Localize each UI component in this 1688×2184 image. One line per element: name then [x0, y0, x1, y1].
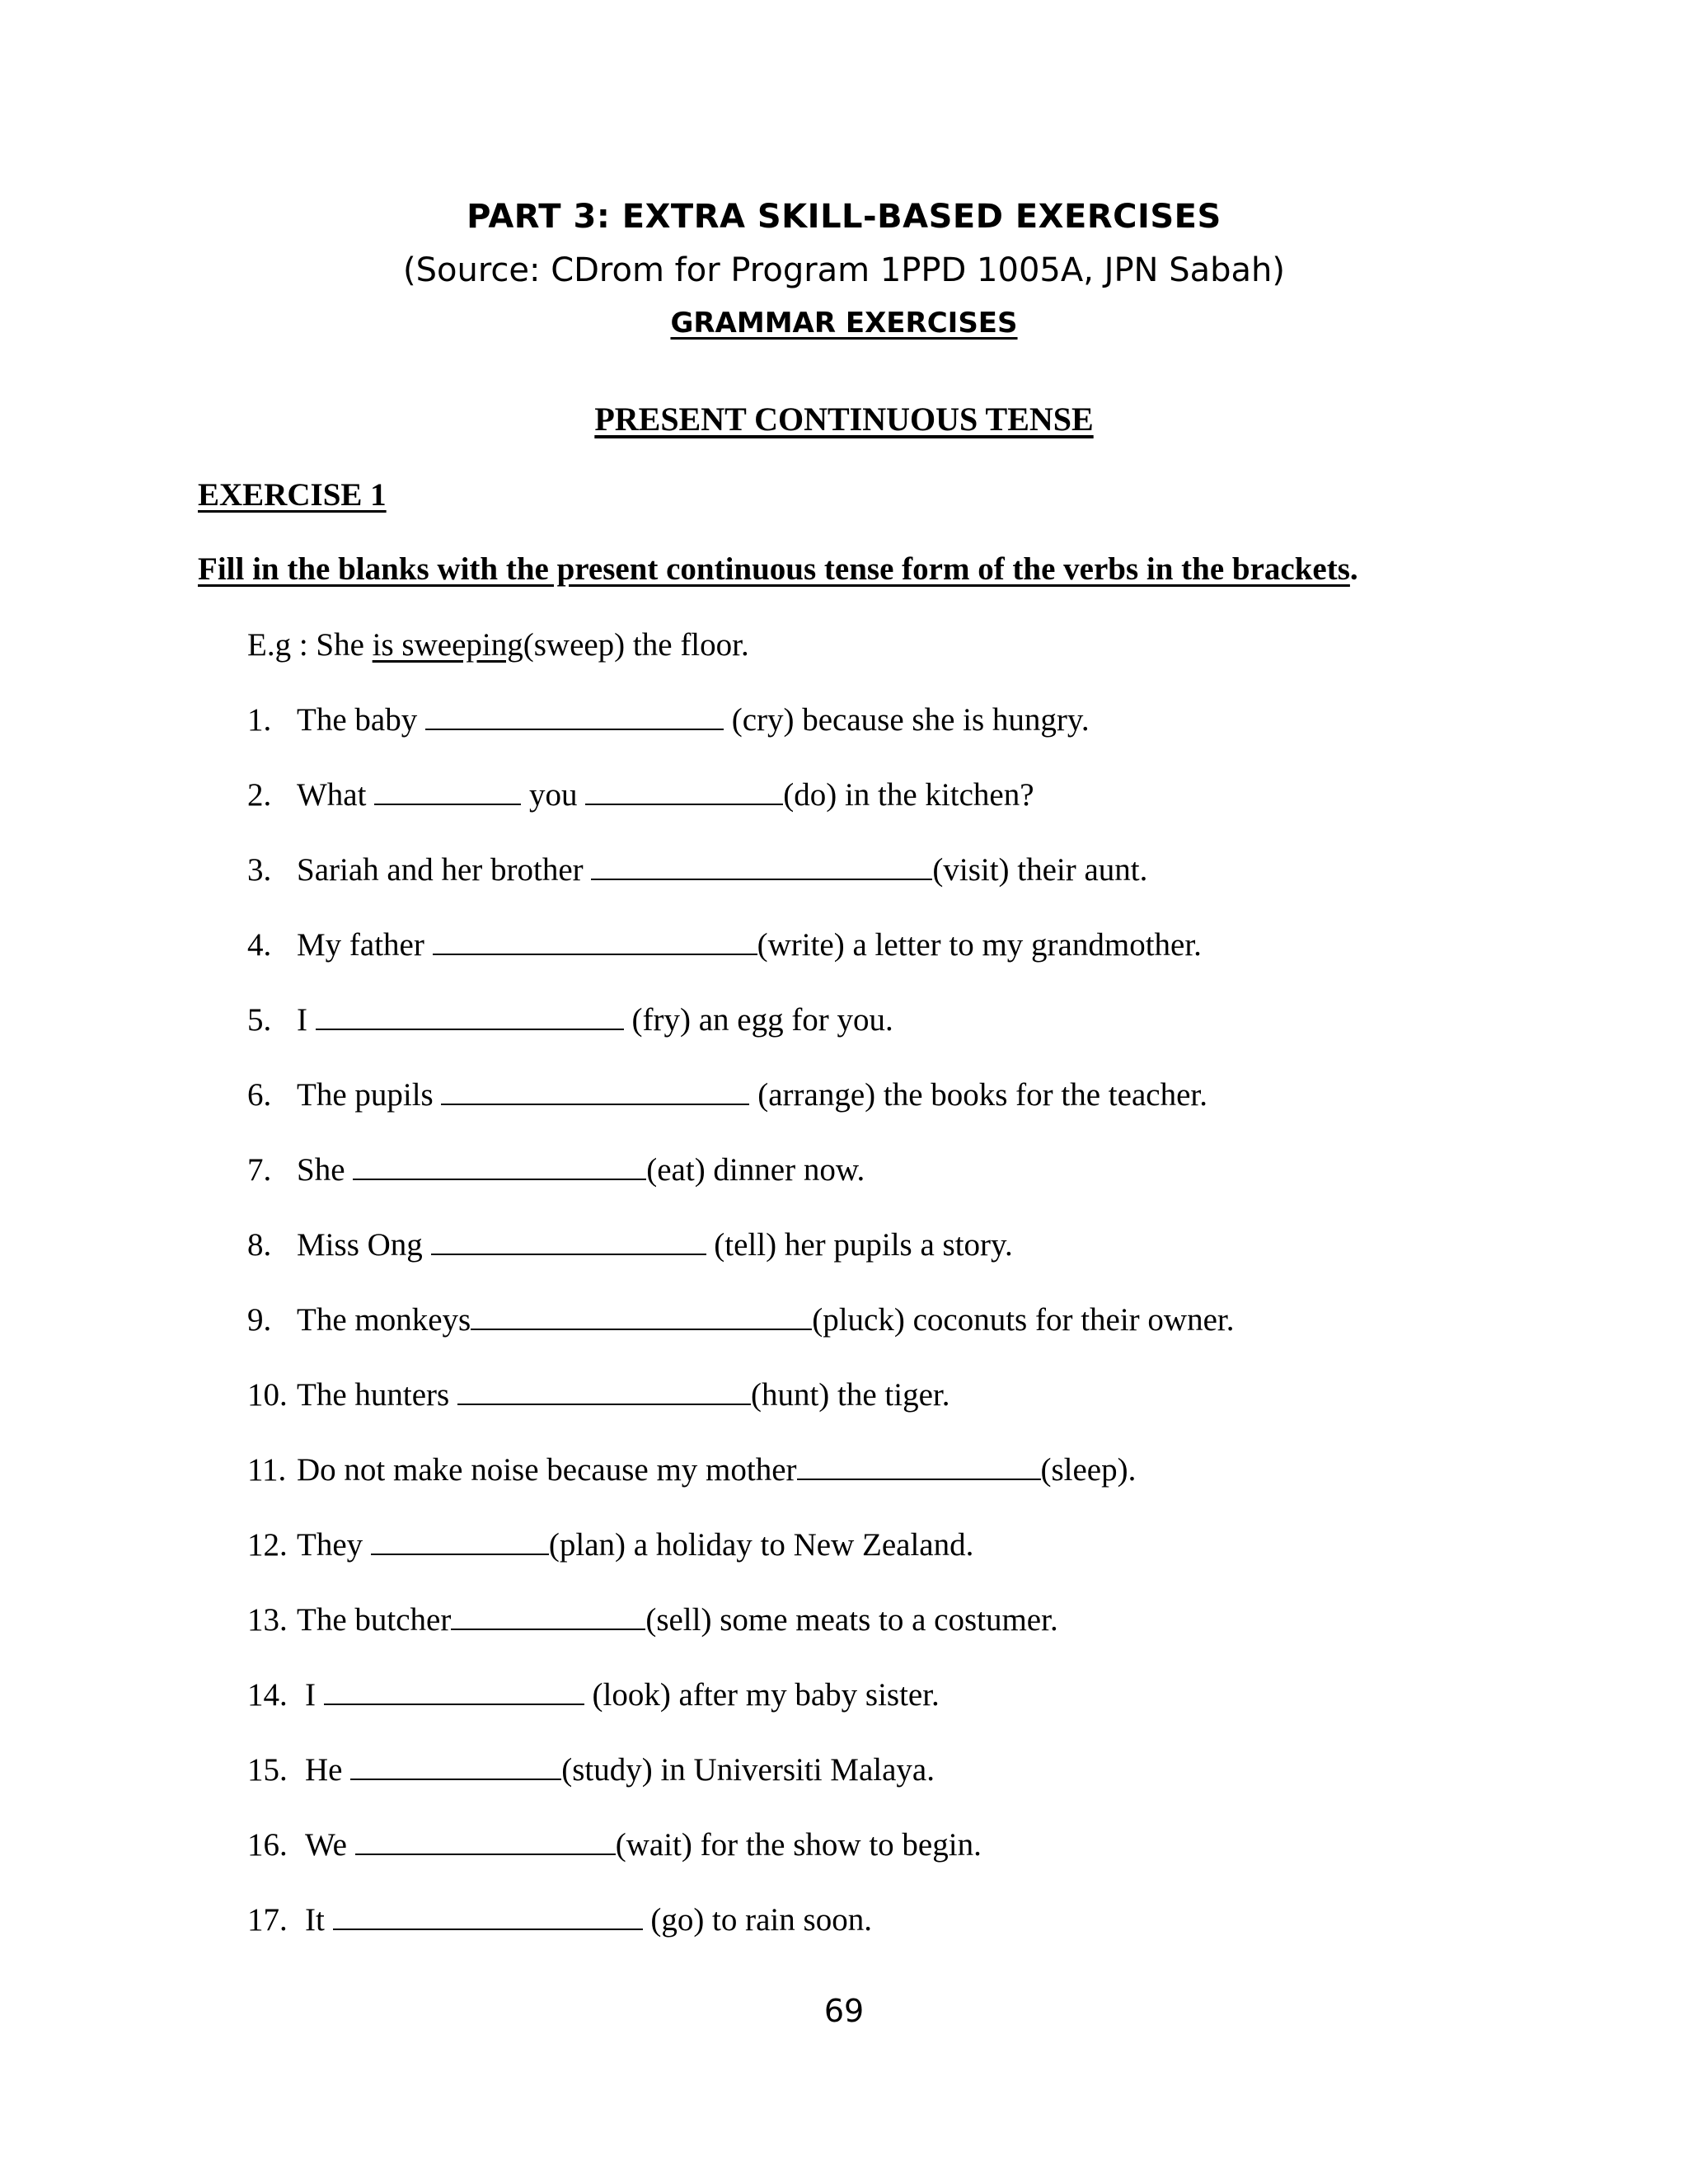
item-text-before: We — [305, 1827, 355, 1863]
item-text-after: (pluck) coconuts for their owner. — [812, 1302, 1235, 1338]
item-text-before: I — [305, 1677, 324, 1713]
item-number: 9. — [247, 1302, 272, 1338]
item-number: 1. — [247, 702, 272, 738]
exercise-item — [247, 926, 1202, 965]
answer-blank[interactable] — [324, 1679, 584, 1705]
exercise-item — [247, 1826, 982, 1865]
answer-blank[interactable] — [441, 1079, 749, 1105]
item-text-after: (sell) some meats to a costumer. — [645, 1602, 1058, 1638]
item-number: 6. — [247, 1077, 272, 1113]
exercise-item — [247, 1001, 893, 1040]
example-answer: is sweeping — [372, 627, 523, 663]
item-number: 17. — [247, 1902, 288, 1938]
item-number: 2. — [247, 777, 272, 813]
item-text-after: (plan) a holiday to New Zealand. — [548, 1527, 974, 1563]
exercise-item — [247, 1676, 940, 1715]
item-text-after: (visit) their aunt. — [932, 852, 1148, 888]
item-text-after: (go) to rain soon. — [642, 1902, 872, 1938]
answer-blank[interactable] — [374, 779, 521, 805]
item-text-before: The baby — [297, 702, 425, 738]
item-text-after: (fry) an egg for you. — [623, 1002, 893, 1038]
answer-blank[interactable] — [457, 1379, 751, 1405]
item-text-after: (sleep). — [1040, 1452, 1137, 1488]
item-text-before: I — [297, 1002, 316, 1038]
part-title: PART 3: EXTRA SKILL-BASED EXERCISES — [467, 198, 1221, 236]
answer-blank[interactable] — [591, 854, 932, 880]
item-text-after: (wait) for the show to begin. — [615, 1827, 982, 1863]
instruction-period: . — [1349, 551, 1358, 587]
answer-blank[interactable] — [333, 1904, 643, 1930]
example-suffix: (sweep) the floor. — [523, 627, 749, 663]
item-number: 8. — [247, 1227, 272, 1263]
answer-blank[interactable] — [471, 1304, 812, 1330]
item-text-before: They — [297, 1527, 371, 1563]
item-number: 13. — [247, 1602, 288, 1638]
exercise-item — [247, 1376, 950, 1415]
item-text-after: (arrange) the books for the teacher. — [749, 1077, 1207, 1113]
item-number: 12. — [247, 1527, 288, 1563]
item-text-before: My father — [297, 927, 433, 963]
grammar-heading: GRAMMAR EXERCISES — [670, 307, 1018, 340]
instruction — [198, 551, 1358, 588]
exercise-item — [247, 1601, 1058, 1640]
item-number: 15. — [247, 1752, 288, 1788]
exercise-item — [247, 1151, 865, 1190]
answer-blank[interactable] — [316, 1004, 624, 1030]
item-text-middle: you — [521, 777, 586, 813]
answer-blank[interactable] — [355, 1829, 616, 1855]
answer-blank[interactable] — [451, 1604, 645, 1630]
item-number: 16. — [247, 1827, 288, 1863]
example-line — [247, 626, 749, 665]
item-text-before: Sariah and her brother — [297, 852, 592, 888]
item-text-before: He — [305, 1752, 351, 1788]
example-prefix: E.g : She — [247, 627, 373, 663]
answer-blank[interactable] — [433, 929, 757, 955]
exercise-item — [247, 1526, 973, 1565]
item-text-before: It — [305, 1902, 333, 1938]
item-text-after: (eat) dinner now. — [646, 1152, 865, 1188]
item-text-before: The butcher — [297, 1602, 452, 1638]
page-number: 69 — [823, 1993, 865, 2029]
exercise-item — [247, 1901, 872, 1940]
answer-blank[interactable] — [585, 779, 783, 805]
answer-blank[interactable] — [350, 1754, 561, 1780]
answer-blank[interactable] — [425, 704, 724, 730]
exercise-item — [247, 851, 1147, 890]
item-text-before: She — [297, 1152, 354, 1188]
item-number: 10. — [247, 1377, 288, 1413]
item-text-before: Do not make noise because my mother — [297, 1452, 797, 1488]
answer-blank[interactable] — [353, 1154, 646, 1180]
exercise-item — [247, 1076, 1207, 1115]
item-text-after: (hunt) the tiger. — [750, 1377, 950, 1413]
item-text-before: Miss Ong — [297, 1227, 431, 1263]
instruction-text: Fill in the blanks with the present continuous tense form of the verbs in the brackets — [198, 551, 1350, 587]
answer-blank[interactable] — [431, 1229, 706, 1255]
item-text-before: The monkeys — [297, 1302, 471, 1338]
item-text-after: (write) a letter to my grandmother. — [757, 927, 1202, 963]
answer-blank[interactable] — [797, 1454, 1041, 1480]
item-number: 3. — [247, 852, 272, 888]
exercise-item — [247, 1226, 1013, 1265]
item-text-after: (study) in Universiti Malaya. — [561, 1752, 935, 1788]
item-text-after: (look) after my baby sister. — [584, 1677, 940, 1713]
item-number: 11. — [247, 1452, 287, 1488]
exercise-item — [247, 1751, 935, 1790]
item-text-after: (do) in the kitchen? — [783, 777, 1034, 813]
item-text-before: The pupils — [297, 1077, 442, 1113]
item-text-after: (tell) her pupils a story. — [706, 1227, 1013, 1263]
item-number: 7. — [247, 1152, 272, 1188]
source-line: (Source: CDrom for Program 1PPD 1005A, JPN Sabah) — [403, 251, 1285, 289]
exercise-label: EXERCISE 1 — [198, 477, 387, 513]
exercise-item — [247, 1451, 1136, 1490]
item-number: 14. — [247, 1677, 288, 1713]
item-text-after: (cry) because she is hungry. — [723, 702, 1090, 738]
item-text-before: The hunters — [297, 1377, 457, 1413]
exercise-item — [247, 1301, 1234, 1340]
answer-blank[interactable] — [371, 1529, 549, 1555]
item-text-before: What — [297, 777, 375, 813]
exercise-item — [247, 701, 1090, 740]
item-number: 5. — [247, 1002, 272, 1038]
item-number: 4. — [247, 927, 272, 963]
exercise-item — [247, 776, 1034, 815]
topic-heading: PRESENT CONTINUOUS TENSE — [594, 401, 1094, 438]
